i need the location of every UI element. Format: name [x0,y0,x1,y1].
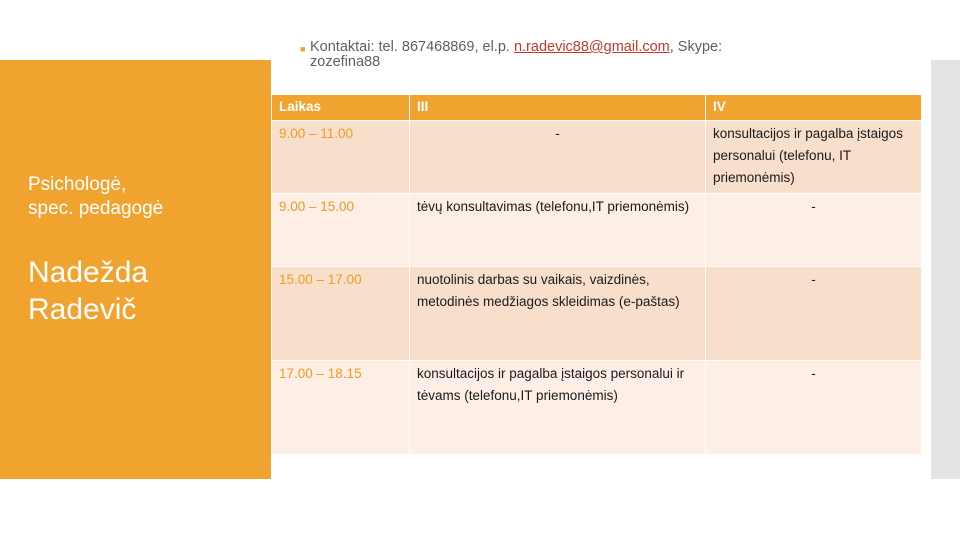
sidebar-panel [0,60,271,479]
table-row [272,267,922,361]
header-iii: III [410,95,706,121]
table-row [272,194,922,267]
iv-cell: - [706,267,922,361]
right-decor-strip [931,60,960,479]
role-title [28,173,268,221]
iv-cell: - [706,194,922,267]
iii-cell: - [410,121,706,194]
table-header-row [272,95,922,121]
email-link[interactable]: n.radevic88@gmail.com [513,39,670,55]
role-line-2: spec. pedagogė [28,198,164,219]
iv-cell: konsultacijos ir pagalba įstaigos personalui (telefonu, IT priemonėmis) [706,121,922,194]
header-iv: IV [706,95,922,121]
role-line-1: Psichologė, [28,174,127,195]
table-row [272,121,922,194]
schedule-table [271,94,922,455]
iii-cell: nuotolinis darbas su vaikais, vaizdinės, metodinės medžiagos skleidimas (e-paštas) [410,267,706,361]
time-cell: 9.00 – 15.00 [272,194,410,267]
skype-id: zozefina88 [310,54,381,70]
time-cell: 15.00 – 17.00 [272,267,410,361]
last-name: Radevič [28,293,137,326]
person-name [28,254,268,328]
contact-prefix: Kontaktai: tel. 867468869, el.p. [310,39,510,55]
iii-cell: tėvų konsultavimas (telefonu,IT priemonėmis) [410,194,706,267]
first-name: Nadežda [28,256,149,289]
time-cell: 17.00 – 18.15 [272,361,410,455]
iii-cell: konsultacijos ir pagalba įstaigos personalui ir tėvams (telefonu,IT priemonėmis) [410,361,706,455]
bullet-icon: ■ [300,44,306,54]
contact-line [300,39,870,70]
skype-label: , Skype: [669,39,723,55]
iv-cell: - [706,361,922,455]
table-row [272,361,922,455]
time-cell: 9.00 – 11.00 [272,121,410,194]
header-time: Laikas [272,95,410,121]
